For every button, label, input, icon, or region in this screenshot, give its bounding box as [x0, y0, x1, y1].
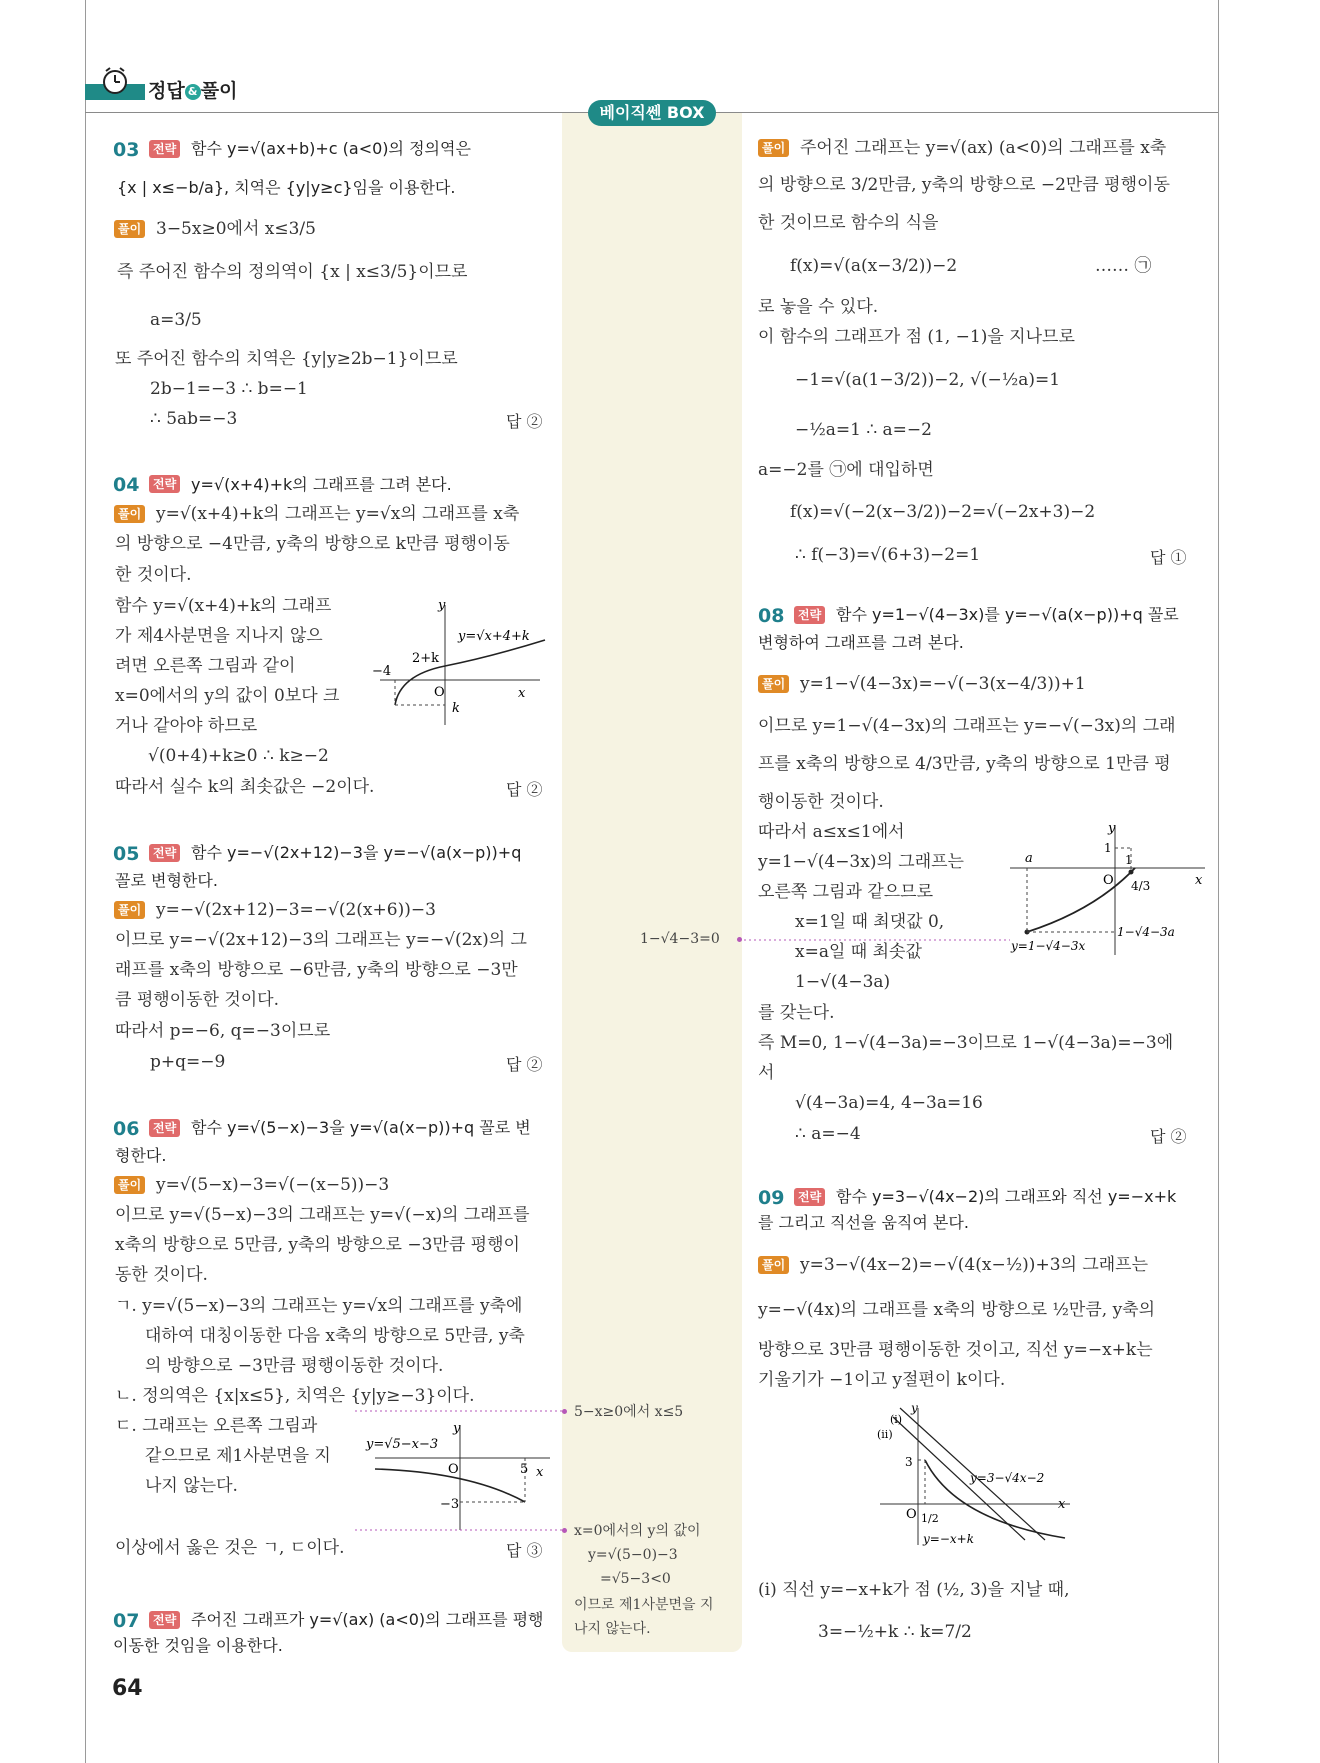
strategy-text: 함수 y=√(ax+b)+c (a<0)의 정의역은	[191, 139, 471, 158]
solution-line: 거나 같아야 하므로	[115, 716, 258, 736]
solution-line: 3−5x≥0에서 x≤3/5	[156, 219, 316, 239]
solution-line: 큼 평행이동한 것이다.	[115, 990, 280, 1010]
page-border-left	[85, 0, 86, 1763]
line-i-label: (i)	[890, 1413, 903, 1426]
box-note: 5−x≥0에서 x≤5	[574, 1404, 684, 1420]
graph-p09	[875, 1400, 1075, 1550]
solution-line: 프를 x축의 방향으로 4/3만큼, y축의 방향으로 1만큼 평	[758, 754, 1171, 774]
solution-line: 즉 주어진 함수의 정의역이 {x | x≤3/5}이므로	[117, 262, 468, 282]
x-axis-label: x	[518, 686, 526, 701]
section-title: 정답 & 풀이	[148, 80, 238, 102]
problem-number: 09	[758, 1187, 785, 1209]
strategy-tag: 전략	[149, 140, 180, 158]
solution-line: 주어진 그래프는 y=√(ax) (a<0)의 그래프를 x축	[800, 138, 1167, 158]
ampersand-badge: &	[185, 84, 201, 100]
solution-line: 로 놓을 수 있다.	[758, 297, 879, 317]
solution-line: p+q=−9	[150, 1052, 226, 1072]
solution-line: 또 주어진 함수의 치역은 {y|y≥2b−1}이므로	[115, 349, 458, 369]
solution-tag: 풀이	[114, 220, 145, 238]
strategy-text: 를 그리고 직선을 움직여 본다.	[758, 1213, 969, 1232]
leader-lines-p06	[355, 1405, 570, 1535]
solution-line: ㄷ. 그래프는 오른쪽 그림과	[115, 1416, 318, 1436]
solution-line: ㄴ. 정의역은 {x|x≤5}, 치역은 {y|y≥−3}이다.	[115, 1386, 475, 1406]
x-axis-label: x	[536, 1465, 544, 1480]
solution-line: 즉 M=0, 1−√(4−3a)=−3이므로 1−√(4−3a)=−3에	[758, 1033, 1174, 1053]
y-axis-label: y	[438, 598, 446, 613]
solution-line: 한 것이므로 함수의 식을	[758, 213, 939, 233]
answer-mark: 답 ③	[506, 1541, 543, 1560]
solution-line: 대하여 대칭이동한 다음 x축의 방향으로 5만큼, y축	[145, 1326, 525, 1346]
leader-dot	[562, 1409, 567, 1414]
answer-mark: 답 ①	[1150, 548, 1187, 567]
solution-line: (i) 직선 y=−x+k가 점 (½, 3)을 지날 때,	[758, 1580, 1070, 1600]
solution-line: y=1−√(4−3x)의 그래프는	[758, 852, 964, 872]
box-note: =√5−3<0	[600, 1571, 671, 1587]
solution-line: ∴ f(−3)=√(6+3)−2=1	[795, 545, 981, 565]
solution-line: 가 제4사분면을 지나지 않으	[115, 626, 323, 646]
solution-line: a=3/5	[150, 310, 202, 330]
solution-line: 2b−1=−3 ∴ b=−1	[150, 379, 308, 399]
strategy-tag: 전략	[794, 1188, 825, 1206]
graph-p04	[370, 595, 555, 730]
y-axis-label: y	[1108, 821, 1116, 836]
problem-number: 07	[113, 1610, 140, 1632]
solution-line: −½a=1 ∴ a=−2	[795, 420, 932, 440]
answer-mark: 답 ②	[506, 780, 543, 799]
solution-line: x=0에서의 y의 값이 0보다 크	[115, 686, 340, 706]
strategy-tag: 전략	[149, 1119, 180, 1137]
solution-line: 이상에서 옳은 것은 ㄱ, ㄷ이다.	[115, 1538, 345, 1558]
solution-line: 함수 y=√(x+4)+k의 그래프	[115, 596, 332, 616]
strategy-text: 주어진 그래프가 y=√(ax) (a<0)의 그래프를 평행	[191, 1610, 544, 1629]
solution-line: √(4−3a)=4, 4−3a=16	[795, 1093, 983, 1113]
solution-line: 이므로 y=1−√(4−3x)의 그래프는 y=−√(−3x)의 그래	[758, 716, 1176, 736]
strategy-tag: 전략	[149, 844, 180, 862]
strategy-text: 형한다.	[115, 1146, 167, 1165]
strategy-tag: 전략	[149, 475, 180, 493]
strategy-tag: 전략	[794, 606, 825, 624]
strategy-text: 변형하여 그래프를 그려 본다.	[758, 633, 964, 652]
basic-box-column	[562, 112, 742, 1652]
tick-label: −4	[372, 664, 392, 679]
strategy-text: 함수 y=3−√(4x−2)의 그래프와 직선 y=−x+k	[836, 1187, 1177, 1206]
solution-line: y=3−√(4x−2)=−√(4(x−½))+3의 그래프는	[800, 1255, 1149, 1275]
curve-label: y=√5−x−3	[366, 1437, 439, 1452]
answer-mark: 답 ②	[506, 412, 543, 431]
box-note: x=0에서의 y의 값이	[574, 1523, 701, 1539]
solution-line: 래프를 x축의 방향으로 −6만큼, y축의 방향으로 −3만	[115, 960, 518, 980]
solution-line: 동한 것이다.	[115, 1265, 208, 1285]
solution-line: 3=−½+k ∴ k=7/2	[818, 1622, 972, 1642]
solution-line: 를 갖는다.	[758, 1003, 835, 1023]
tick-label: 1	[1125, 853, 1133, 867]
strategy-text: 함수 y=√(5−x)−3을 y=√(a(x−p))+q 꼴로 변	[191, 1118, 531, 1137]
solution-line: 따라서 실수 k의 최솟값은 −2이다.	[115, 777, 375, 797]
curve-label: y=√x+4+k	[458, 629, 530, 644]
solution-line: 려면 오른쪽 그림과 같이	[115, 656, 296, 676]
y-axis-label: y	[453, 1421, 461, 1436]
solution-line: y=−√(2x+12)−3=−√(2(x+6))−3	[156, 900, 436, 920]
solution-tag: 풀이	[758, 675, 789, 693]
solution-line: 행이동한 것이다.	[758, 792, 884, 812]
solution-tag: 풀이	[114, 505, 145, 523]
solution-line: 의 방향으로 −3만큼 평행이동한 것이다.	[145, 1356, 444, 1376]
solution-line: −1=√(a(1−3/2))−2, √(−½a)=1	[795, 370, 1061, 390]
solution-line: ∴ a=−4	[795, 1124, 861, 1144]
strategy-tag: 전략	[149, 1611, 180, 1629]
solution-line: 의 방향으로 3/2만큼, y축의 방향으로 −2만큼 평행이동	[758, 175, 1170, 195]
x-axis-label: x	[1058, 1497, 1066, 1512]
solution-line: 의 방향으로 −4만큼, y축의 방향으로 k만큼 평행이동	[115, 534, 510, 554]
line-ii-label: (ii)	[877, 1428, 893, 1441]
origin-label: O	[434, 685, 445, 700]
solution-line: 따라서 p=−6, q=−3이므로	[115, 1021, 331, 1041]
box-note: 나지 않는다.	[574, 1621, 651, 1637]
solution-tag: 풀이	[758, 139, 789, 157]
equation-ref: …… ㉠	[1095, 256, 1152, 276]
tick-label: k	[452, 701, 460, 716]
solution-line: ㄱ. y=√(5−x)−3의 그래프는 y=√x의 그래프를 y축에	[115, 1296, 523, 1316]
line-label: y=−x+k	[923, 1532, 974, 1546]
basic-box-tab: 베이직쎈 BOX	[588, 100, 716, 126]
problem-number: 03	[113, 139, 140, 161]
box-note: y=√(5−0)−3	[588, 1547, 678, 1563]
tick-label: 5	[520, 1462, 529, 1477]
solution-line: 방향으로 3만큼 평행이동한 것이고, 직선 y=−x+k는	[758, 1340, 1153, 1360]
solution-line: a=−2를 ㉠에 대입하면	[758, 460, 934, 480]
solution-line: y=√(x+4)+k의 그래프는 y=√x의 그래프를 x축	[156, 504, 520, 524]
strategy-text: 함수 y=1−√(4−3x)를 y=−√(a(x−p))+q 꼴로	[836, 605, 1179, 624]
solution-line: x=1일 때 최댓값 0,	[795, 912, 945, 932]
leader-dot	[562, 1528, 567, 1533]
graph-p08	[1005, 820, 1215, 960]
tick-label: a	[1025, 851, 1033, 866]
strategy-text: 함수 y=−√(2x+12)−3을 y=−√(a(x−p))+q	[191, 843, 522, 862]
solution-line: 1−√(4−3a)	[795, 972, 891, 992]
solution-line: √(0+4)+k≥0 ∴ k≥−2	[148, 746, 329, 766]
solution-line: 오른쪽 그림과 같으므로	[758, 882, 934, 902]
tick-label: 4/3	[1131, 879, 1151, 893]
solution-line: f(x)=√(a(x−3/2))−2	[790, 256, 958, 276]
y-axis-label: y	[911, 1401, 918, 1415]
problem-number: 05	[113, 843, 140, 865]
origin-label: O	[448, 1462, 459, 1477]
solution-line: y=1−√(4−3x)=−√(−3(x−4/3))+1	[800, 674, 1086, 694]
answer-mark: 답 ②	[506, 1055, 543, 1074]
curve-label: y=1−√4−3x	[1011, 939, 1086, 953]
problem-number: 08	[758, 605, 785, 627]
min-label: 1−√4−3a	[1117, 925, 1175, 939]
solution-line: 기울기가 −1이고 y절편이 k이다.	[758, 1370, 1006, 1390]
strategy-text: y=√(x+4)+k의 그래프를 그려 본다.	[191, 475, 452, 494]
strategy-text: 이동한 것임을 이용한다.	[113, 1636, 283, 1655]
solution-line: 나지 않는다.	[145, 1476, 238, 1496]
tick-label: 1	[1104, 841, 1112, 855]
solution-line: 한 것이다.	[115, 565, 192, 585]
solution-line: f(x)=√(−2(x−3/2))−2=√(−2x+3)−2	[790, 502, 1096, 522]
solution-line: 따라서 a≤x≤1에서	[758, 822, 905, 842]
curve-label: y=3−√4x−2	[970, 1471, 1045, 1485]
solution-line: 이 함수의 그래프가 점 (1, −1)을 지나므로	[758, 327, 1075, 347]
solution-line: x축의 방향으로 5만큼, y축의 방향으로 −3만큼 평행이	[115, 1235, 520, 1255]
problem-number: 04	[113, 474, 140, 496]
solution-line: x=a일 때 최솟값	[795, 942, 922, 962]
x-axis-label: x	[1195, 873, 1203, 888]
solution-tag: 풀이	[114, 1176, 145, 1194]
origin-label: O	[1103, 873, 1114, 888]
solution-line: 이므로 y=−√(2x+12)−3의 그래프는 y=−√(2x)의 그	[115, 930, 527, 950]
tick-label: 2+k	[412, 651, 440, 666]
strategy-text: {x | x≤−b/a}, 치역은 {y|y≥c}임을 이용한다.	[117, 178, 456, 197]
solution-tag: 풀이	[114, 901, 145, 919]
strategy-text: 꼴로 변형한다.	[115, 871, 218, 890]
tick-label: 1/2	[921, 1512, 939, 1525]
page-number: 64	[112, 1676, 143, 1701]
solution-line: y=−√(4x)의 그래프를 x축의 방향으로 ½만큼, y축의	[758, 1300, 1156, 1320]
box-note: 이므로 제1사분면을 지	[574, 1597, 714, 1613]
tick-label: 3	[905, 1455, 913, 1469]
solution-line: 이므로 y=√(5−x)−3의 그래프는 y=√(−x)의 그래프를	[115, 1205, 530, 1225]
tick-label: −3	[440, 1497, 460, 1512]
solution-line: y=√(5−x)−3=√(−(x−5))−3	[156, 1175, 390, 1195]
solution-line: 서	[758, 1063, 775, 1083]
alarm-clock-icon	[100, 66, 130, 96]
page-border-right	[1218, 0, 1219, 1763]
origin-label: O	[906, 1507, 917, 1522]
solution-line: 같으므로 제1사분면을 지	[145, 1446, 331, 1466]
solution-line: ∴ 5ab=−3	[150, 409, 238, 429]
box-note: 1−√4−3=0	[640, 931, 720, 947]
answer-mark: 답 ②	[1150, 1127, 1187, 1146]
problem-number: 06	[113, 1118, 140, 1140]
solution-tag: 풀이	[758, 1256, 789, 1274]
